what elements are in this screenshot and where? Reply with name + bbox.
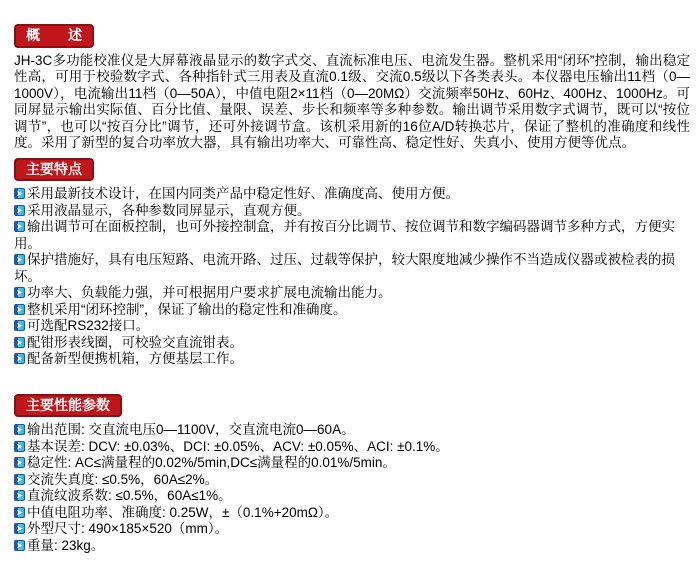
param-item xyxy=(14,521,690,538)
feature-item xyxy=(14,186,690,203)
feature-text: 采用最新技术设计，在国内同类产品中稳定性好、准确度高、使用方便。 xyxy=(27,186,459,201)
param-text: 基本误差: DCV: ±0.03%、DCI: ±0.05%、ACV: ±0.05%、ACI: ±0.1%。 xyxy=(27,438,449,454)
feature-item xyxy=(14,285,690,302)
section-params xyxy=(14,394,690,555)
feature-item xyxy=(14,335,690,352)
feature-text: 整机采用“闭环控制”，保证了输出的稳定性和准确度。 xyxy=(27,301,347,317)
arrow-bullet-icon: ➤ xyxy=(14,205,25,216)
arrow-bullet-icon: ➤ xyxy=(14,523,25,534)
overview-text: JH-3C多功能校准仪是大屏幕液晶显示的数字式交、直流标准电压、电流发生器。整机采用“闭环”控制，输出稳定性高，可用于校验数字式、各种指针式三用表及直流0.1级、交流0.5级以下各类表头。本仪器电压输出11档（0—1000V），电流输出11档（0—50A），中值电阻2×11档（0—20MΩ）交流频率50Hz、60Hz、400Hz、1000Hz。可同屏显示输出实际值、百分比值、量限、误差、步长和频率等多种参数。输出调节采用数字式调节，既可以“按位调节”，也可以“按百分比”调节，还可外接调节盒。该机采用新的16位A/D转换芯片，保证了整机的准确度和线性度。采用了新型的复合功率放大器，具有输出功率大、可靠性高、稳定性好、失真小、使用方便等优点。 xyxy=(14,52,690,150)
params-badge: 主要性能参数 xyxy=(14,394,122,418)
feature-text: 输出调节可在面板控制，也可外接控制盒，并有按百分比调节、按位调节和数字编码器调节多种方式，方便实用。 xyxy=(14,219,675,251)
arrow-bullet-icon: ➤ xyxy=(14,287,25,298)
feature-item xyxy=(14,252,690,285)
feature-item xyxy=(14,302,690,319)
overview-badge: 概 述 xyxy=(14,24,94,48)
param-text: 重量: 23kg。 xyxy=(27,537,105,553)
param-item xyxy=(14,439,690,456)
feature-text: 配备新型便携机箱，方便基层工作。 xyxy=(27,351,243,366)
arrow-bullet-icon: ➤ xyxy=(14,474,25,485)
param-text: 外型尺寸: 490×185×520（mm）。 xyxy=(27,521,229,536)
arrow-bullet-icon: ➤ xyxy=(14,490,25,501)
section-spacer xyxy=(14,368,690,394)
arrow-bullet-icon: ➤ xyxy=(14,254,25,265)
features-badge: 主要特点 xyxy=(14,158,94,182)
section-overview xyxy=(14,24,690,152)
arrow-bullet-icon: ➤ xyxy=(14,507,25,518)
param-text: 输出范围: 交直流电压0—1100V，交直流电流0—60A。 xyxy=(27,422,355,437)
param-item xyxy=(14,455,690,472)
feature-text: 可选配RS232接口。 xyxy=(27,318,150,333)
param-item xyxy=(14,472,690,489)
feature-item xyxy=(14,219,690,252)
param-text: 直流纹波系数: ≤0.5%，60A≤1%。 xyxy=(27,488,232,503)
feature-text: 保护措施好，具有电压短路、电流开路、过压、过载等保护，较大限度地减少操作不当造成仪器或被检表的损坏。 xyxy=(14,252,675,284)
feature-item xyxy=(14,203,690,220)
arrow-bullet-icon: ➤ xyxy=(14,221,25,232)
arrow-bullet-icon: ➤ xyxy=(14,320,25,331)
arrow-bullet-icon: ➤ xyxy=(14,337,25,348)
feature-item xyxy=(14,318,690,335)
feature-text: 功率大、负载能力强，并可根据用户要求扩展电流输出能力。 xyxy=(27,285,392,300)
arrow-bullet-icon: ➤ xyxy=(14,188,25,199)
arrow-bullet-icon: ➤ xyxy=(14,441,25,452)
arrow-bullet-icon: ➤ xyxy=(14,540,25,551)
param-item xyxy=(14,538,690,555)
arrow-bullet-icon: ➤ xyxy=(14,304,25,315)
section-features xyxy=(14,158,690,368)
param-item xyxy=(14,422,690,439)
features-list xyxy=(14,186,690,368)
param-item xyxy=(14,505,690,522)
param-text: 中值电阻功率、准确度: 0.25W，±（0.1%+20mΩ）。 xyxy=(27,504,339,520)
arrow-bullet-icon: ➤ xyxy=(14,353,25,364)
feature-text: 采用液晶显示，各种参数同屏显示，直观方便。 xyxy=(27,202,311,218)
arrow-bullet-icon: ➤ xyxy=(14,424,25,435)
params-list xyxy=(14,422,690,554)
feature-text: 配钳形表线圈，可校验交直流钳表。 xyxy=(27,334,243,350)
param-text: 稳定性: AC≤满量程的0.02%/5min,DC≤满量程的0.01%/5min。 xyxy=(27,455,396,470)
param-item xyxy=(14,488,690,505)
feature-item xyxy=(14,351,690,368)
arrow-bullet-icon: ➤ xyxy=(14,457,25,468)
param-text: 交流失真度: ≤0.5%，60A≤2%。 xyxy=(27,471,219,487)
